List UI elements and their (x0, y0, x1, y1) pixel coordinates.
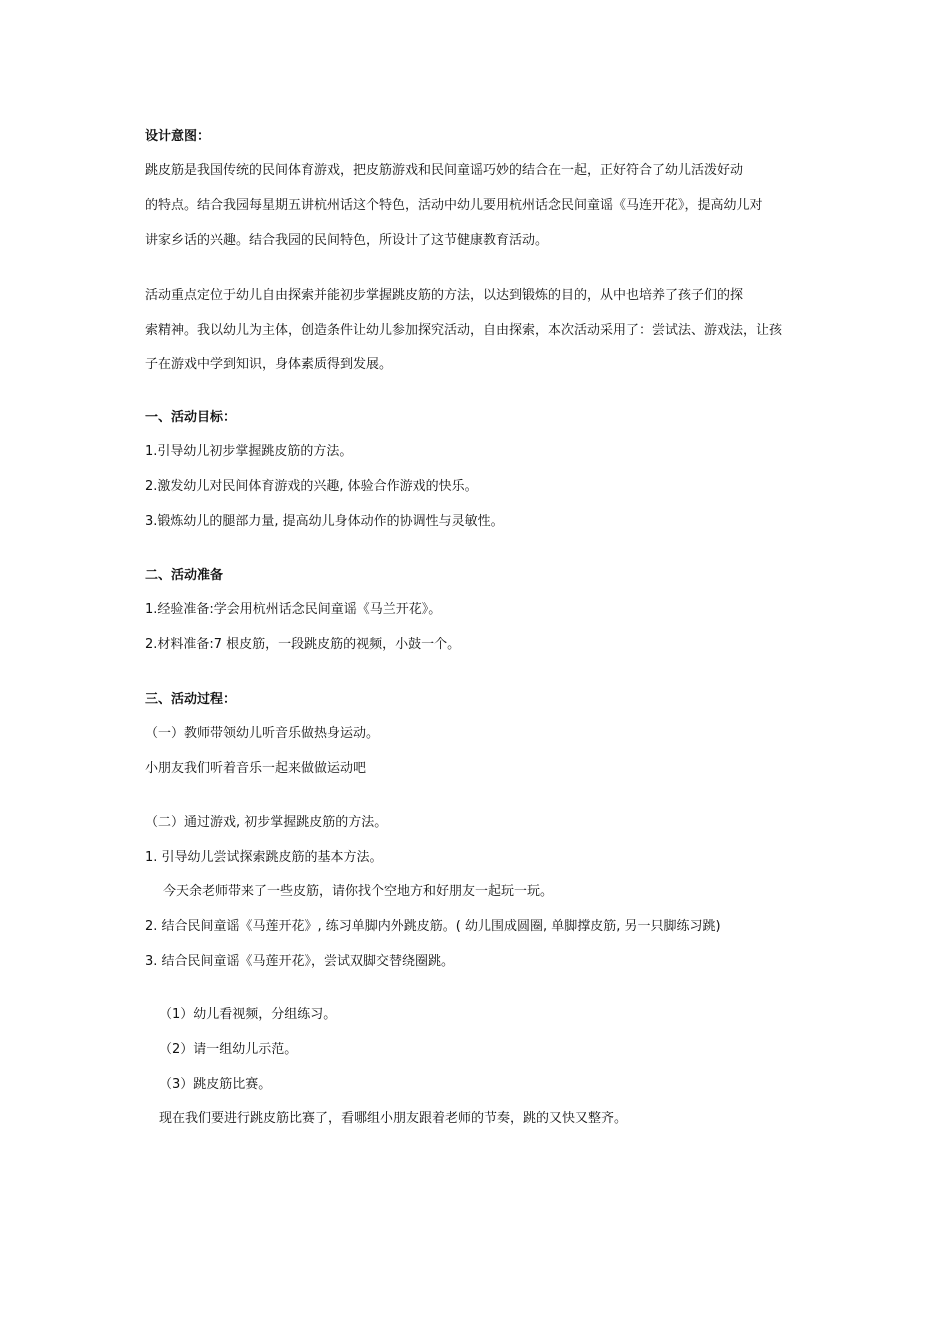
goal-item: 1.引导幼儿初步掌握跳皮筋的方法。 (145, 444, 353, 459)
paragraph-line: 活动重点定位于幼儿自由探索并能初步掌握跳皮筋的方法，以达到锻炼的目的，从中也培养了孩子们的探 (145, 288, 744, 303)
goal-item: 2.激发幼儿对民间体育游戏的兴趣, 体验合作游戏的快乐。 (145, 479, 478, 494)
goals-heading: 一、活动目标： (145, 410, 237, 425)
paragraph-line: 索精神。我以幼儿为主体，创造条件让幼儿参加探究活动，自由探索，本次活动采用了：尝试法、游戏法，让孩 (145, 323, 783, 338)
sub-item: （1）幼儿看视频，分组练习。 (159, 1007, 337, 1022)
process-heading: 三、活动过程： (145, 692, 237, 707)
step-item: 1. 引导幼儿尝试探索跳皮筋的基本方法。 (145, 850, 383, 865)
section-text: 小朋友我们听着音乐一起来做做运动吧 (145, 761, 367, 776)
paragraph-line: 子在游戏中学到知识，身体素质得到发展。 (145, 357, 393, 372)
step-item: 3. 结合民间童谣《马莲开花》，尝试双脚交替绕圈跳。 (145, 954, 455, 969)
closing-text: 现在我们要进行跳皮筋比赛了，看哪组小朋友跟着老师的节奏，跳的又快又整齐。 (159, 1111, 628, 1126)
goal-item: 3.锻炼幼儿的腿部力量, 提高幼儿身体动作的协调性与灵敏性。 (145, 514, 504, 529)
paragraph-line: 的特点。结合我园每星期五讲杭州话这个特色，活动中幼儿要用杭州话念民间童谣《马连开花》，提高幼儿对 (145, 198, 763, 213)
paragraph-line: 讲家乡话的兴趣。结合我园的民间特色，所设计了这节健康教育活动。 (145, 233, 549, 248)
step-item: 2. 结合民间童谣《马莲开花》, 练习单脚内外跳皮筋。( 幼儿围成圆圈, 单脚撑皮筋, 另一只脚练习跳) (145, 919, 721, 934)
prep-item: 2.材料准备:7 根皮筋，一段跳皮筋的视频，小鼓一个。 (145, 637, 461, 652)
paragraph-line: 跳皮筋是我国传统的民间体育游戏，把皮筋游戏和民间童谣巧妙的结合在一起，正好符合了幼儿活泼好动 (145, 163, 744, 178)
step-text: 今天余老师带来了一些皮筋，请你找个空地方和好朋友一起玩一玩。 (163, 884, 554, 899)
sub-item: （3）跳皮筋比赛。 (159, 1077, 272, 1092)
section-title: （二）通过游戏, 初步掌握跳皮筋的方法。 (145, 815, 388, 830)
design-heading: 设计意图： (145, 129, 211, 144)
section-title: （一）教师带领幼儿听音乐做热身运动。 (145, 726, 380, 741)
sub-item: （2）请一组幼儿示范。 (159, 1042, 298, 1057)
prep-item: 1.经验准备:学会用杭州话念民间童谣《马兰开花》。 (145, 602, 442, 617)
prep-heading: 二、活动准备 (145, 568, 224, 583)
